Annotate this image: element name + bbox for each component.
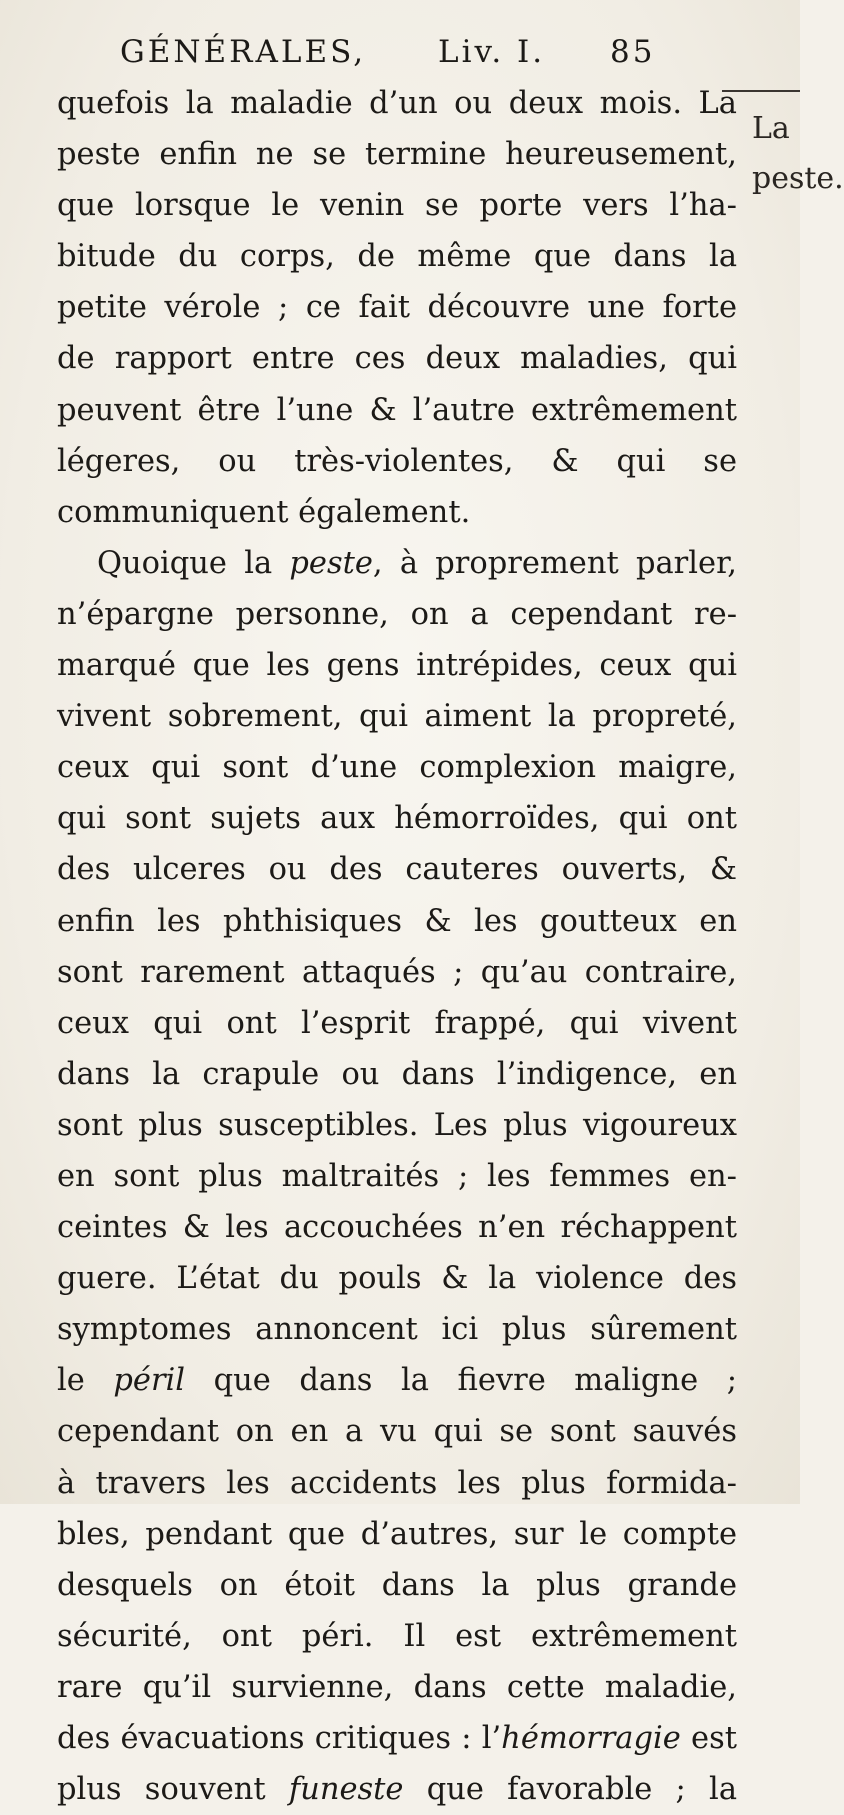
- text-line: des ulceres ou des cauteres ouverts, &: [57, 852, 737, 888]
- text-line: de rapport entre ces deux maladies, qui: [57, 341, 737, 377]
- text-line: peuvent être l’une & l’autre extrêmement: [57, 392, 737, 428]
- text-line: sont rarement attaqués ; qu’au contraire,: [57, 954, 737, 990]
- italic-term: péril: [113, 1363, 186, 1399]
- body-text: [57, 78, 737, 1815]
- text-line: peste enfin ne se termine heureusement,: [57, 137, 737, 173]
- text-segment: que favorable ; la: [403, 1772, 738, 1808]
- margin-note-line: peste.: [752, 161, 844, 196]
- text-line: [57, 538, 737, 589]
- text-segment: Quoique la: [97, 545, 290, 581]
- text-segment: le: [57, 1363, 114, 1399]
- page-number: 85: [610, 34, 656, 70]
- text-line: en sont plus maltraités ; les femmes en-: [57, 1158, 737, 1194]
- text-line: sont plus susceptibles. Les plus vigoureux: [57, 1107, 737, 1143]
- text-line: bles, pendant que d’autres, sur le compte: [57, 1516, 737, 1552]
- text-line: marqué que les gens intrépides, ceux qui: [57, 648, 737, 684]
- margin-note: [752, 104, 844, 204]
- text-segment: , à proprement parler,: [372, 545, 737, 581]
- text-line: [57, 1355, 737, 1406]
- text-line: quefois la maladie d’un ou deux mois. La: [57, 86, 737, 121]
- text-line: ceux qui ont l’esprit frappé, qui vivent: [57, 1005, 737, 1041]
- text-line: desquels on étoit dans la plus grande: [57, 1567, 737, 1603]
- text-line: bitude du corps, de même que dans la: [57, 239, 737, 275]
- text-line: ceux qui sont d’une complexion maigre,: [57, 750, 737, 786]
- text-line: petite vérole ; ce fait découvre une forte: [57, 290, 737, 326]
- text-line: qui sont sujets aux hémorroïdes, qui ont: [57, 801, 737, 837]
- italic-term: funeste: [288, 1772, 404, 1808]
- text-segment: que dans la fievre maligne ;: [185, 1363, 737, 1399]
- text-line: symptomes annoncent ici plus sûrement: [57, 1312, 737, 1348]
- margin-note-line: La: [752, 111, 790, 146]
- text-line: rare qu’il survienne, dans cette maladie,: [57, 1669, 737, 1705]
- text-line: communiquent également.: [57, 494, 471, 530]
- text-line: [57, 1764, 737, 1815]
- text-segment: des évacuations critiques : l’: [57, 1721, 502, 1756]
- text-line: [57, 1713, 737, 1764]
- running-head-book: Liv. I.: [438, 34, 546, 70]
- text-line: vivent sobrement, qui aiment la propreté,: [57, 699, 737, 735]
- italic-term: hémorragie: [501, 1721, 681, 1756]
- text-line: n’épargne personne, on a cependant re-: [57, 596, 737, 632]
- text-line: à travers les accidents les plus formida-: [57, 1465, 737, 1501]
- text-segment: est: [680, 1721, 738, 1756]
- text-line: guere. L’état du pouls & la violence des: [57, 1261, 737, 1297]
- text-line: enfin les phthisiques & les goutteux en: [57, 903, 737, 939]
- text-line: cependant on en a vu qui se sont sauvés: [57, 1414, 737, 1450]
- running-head-title: GÉNÉRALES,: [120, 34, 367, 70]
- text-line: ceintes & les accouchées n’en réchappent: [57, 1210, 737, 1246]
- text-line: dans la crapule ou dans l’indigence, en: [57, 1056, 737, 1092]
- text-line: sécurité, ont péri. Il est extrêmement: [57, 1618, 737, 1654]
- italic-term: peste: [289, 545, 373, 581]
- running-head: [120, 34, 680, 74]
- text-line: que lorsque le venin se porte vers l’ha-: [57, 188, 737, 224]
- text-line: légeres, ou très-violentes, & qui se: [57, 443, 737, 479]
- text-segment: plus souvent: [57, 1772, 289, 1808]
